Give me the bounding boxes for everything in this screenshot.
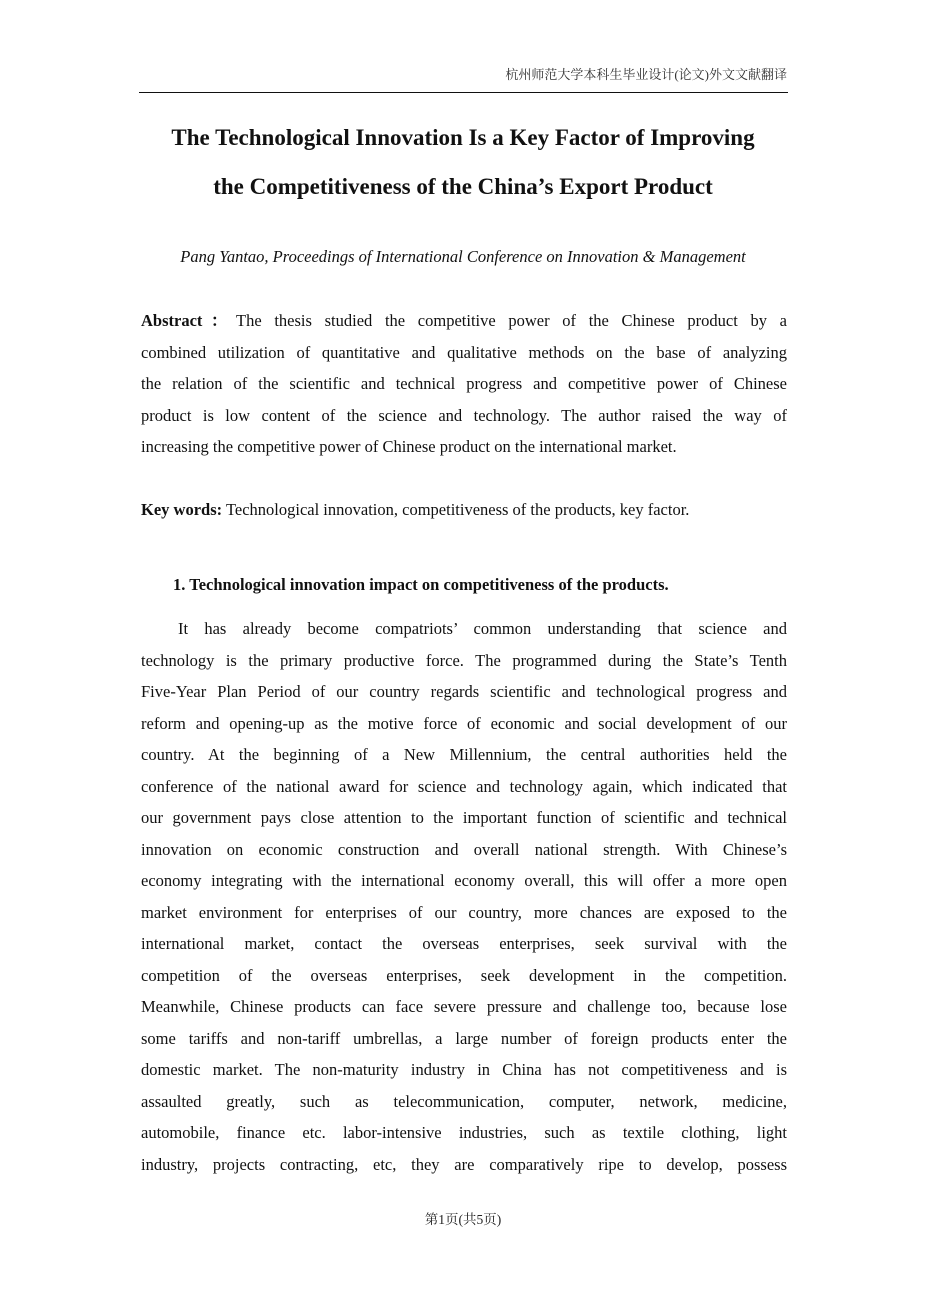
paragraph-line: Meanwhile, Chinese products can face severe pressure and challenge too, because lose bbox=[141, 997, 787, 1016]
document-title-line-1: The Technological Innovation Is a Key Factor of Improving bbox=[171, 125, 755, 150]
paragraph-line: market environment for enterprises of our country, more chances are exposed to the bbox=[141, 902, 787, 922]
abstract-line: increasing the competitive power of Chinese product on the international market. bbox=[141, 437, 677, 456]
document-title-line-2: the Competitiveness of the China’s Export Product bbox=[213, 174, 713, 199]
header-rule bbox=[139, 92, 788, 93]
keywords-label: Key words: bbox=[141, 500, 223, 519]
paragraph-line: economy integrating with the international economy overall, this will offer a more open bbox=[141, 871, 787, 890]
section-paragraph bbox=[141, 618, 787, 1185]
page-number: 第1页(共5页) bbox=[424, 1212, 502, 1227]
author-byline: Pang Yantao, Proceedings of International Conference on Innovation & Management bbox=[180, 247, 746, 266]
paragraph-line: domestic market. The non-maturity industry in China has not competitiveness and is bbox=[141, 1060, 787, 1079]
paragraph-line: some tariffs and non-tariff umbrellas, a large number of foreign products enter the bbox=[141, 1028, 787, 1048]
abstract-text: The thesis studied the competitive power of the Chinese product by a bbox=[236, 311, 787, 330]
paragraph-line: technology is the primary productive force. The programmed during the State’s Tenth bbox=[141, 650, 787, 670]
running-header: 杭州师范大学本科生毕业设计(论文)外文文献翻译 bbox=[505, 67, 787, 82]
paragraph-line: competition of the overseas enterprises, seek development in the competition. bbox=[141, 965, 787, 985]
paragraph-line: assaulted greatly, such as telecommunication, computer, network, medicine, bbox=[141, 1091, 787, 1111]
paragraph-line: automobile, finance etc. labor-intensive industries, such as textile clothing, light bbox=[141, 1123, 787, 1142]
paragraph-line: industry, projects contracting, etc, they are comparatively ripe to develop, possess bbox=[141, 1154, 787, 1174]
paragraph-line: conference of the national award for science and technology again, which indicated that bbox=[141, 776, 787, 796]
abstract-line: product is low content of the science and technology. The author raised the way of bbox=[141, 405, 787, 425]
paragraph-line: our government pays close attention to the important function of scientific and technical bbox=[141, 808, 787, 827]
paragraph-line: Five-Year Plan Period of our country regards scientific and technological progress and bbox=[141, 682, 787, 701]
paragraph-line: It has already become compatriots’ common understanding that science and bbox=[178, 619, 787, 638]
abstract-line: the relation of the scientific and technical progress and competitive power of Chinese bbox=[141, 374, 787, 393]
abstract-line: combined utilization of quantitative and qualitative methods on the base of analyzing bbox=[141, 342, 787, 362]
paragraph-line: international market, contact the overseas enterprises, seek survival with the bbox=[141, 934, 787, 953]
abstract-line bbox=[141, 310, 787, 342]
section-heading: 1. Technological innovation impact on competitiveness of the products. bbox=[173, 575, 669, 594]
abstract bbox=[141, 310, 787, 468]
paragraph-line: innovation on economic construction and overall national strength. With Chinese’s bbox=[141, 839, 787, 859]
paragraph-line: country. At the beginning of a New Millennium, the central authorities held the bbox=[141, 745, 787, 764]
keywords bbox=[141, 499, 787, 521]
abstract-label: Abstract： bbox=[141, 311, 237, 330]
paragraph-line: reform and opening-up as the motive force of economic and social development of our bbox=[141, 713, 787, 733]
keywords-text: Technological innovation, competitiveness of the products, key factor. bbox=[222, 500, 690, 519]
